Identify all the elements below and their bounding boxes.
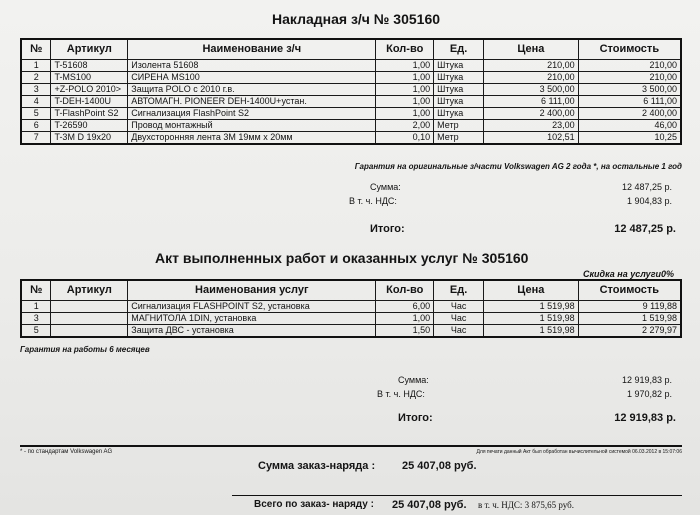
cell-article: T-3M D 19x20 (51, 132, 128, 145)
cell-name: СИРЕНА MS100 (128, 72, 376, 84)
cell-number: 2 (21, 72, 51, 84)
grand-total-value: 25 407,08 руб. (392, 499, 467, 511)
cell-qty: 6,00 (376, 301, 434, 313)
invoice-title: Накладная з/ч № 305160 (272, 11, 441, 27)
cell-article: T-FlashPoint S2 (51, 108, 128, 120)
col-article: Артикул (51, 280, 128, 301)
invoice-guarantee-note: Гарантия на оригинальные з/части Volkswagen AG 2 года *, на остальные 1 год (354, 162, 682, 171)
table-row (21, 301, 681, 313)
invoice-sum-value: 12 487,25 р. (621, 182, 672, 192)
cell-unit: Штука (434, 60, 484, 72)
col-qty: Кол-во (376, 39, 434, 60)
grand-total-vat: в т. ч. НДС: 3 875,65 руб. (478, 500, 575, 510)
col-article: Артикул (51, 39, 128, 60)
cell-price: 6 111,00 (484, 96, 579, 108)
cell-cost: 3 500,00 (578, 84, 681, 96)
table-row (21, 72, 681, 84)
cell-unit: Метр (434, 132, 484, 145)
act-discount-note: Скидка на услуги0% (582, 269, 674, 279)
order-sum-label: Сумма заказ-наряда : (258, 460, 376, 472)
col-name: Наименование з/ч (128, 39, 376, 60)
cell-price: 23,00 (484, 120, 579, 132)
cell-number: 3 (21, 313, 51, 325)
table-row (21, 96, 681, 108)
act-guarantee-note: Гарантия на работы 6 месяцев (20, 345, 150, 354)
cell-name: Защита ДВС - установка (128, 325, 376, 338)
table-row (21, 108, 681, 120)
cell-name: Защита POLO с 2010 г.в. (128, 84, 376, 96)
table-row (21, 84, 681, 96)
cell-number: 7 (21, 132, 51, 145)
invoice-total-label: Итого: (370, 223, 405, 235)
cell-price: 3 500,00 (484, 84, 579, 96)
cell-name: Изолента 51608 (128, 60, 376, 72)
cell-name: Провод монтажный (128, 120, 376, 132)
cell-qty: 1,00 (376, 72, 434, 84)
invoice-header-row (21, 39, 681, 60)
cell-qty: 1,00 (376, 84, 434, 96)
cell-article: T-MS100 (51, 72, 128, 84)
cell-price: 1 519,98 (484, 325, 579, 338)
cell-name: АВТОМАГН. PIONEER DEH-1400U+устан. (128, 96, 376, 108)
cell-number: 3 (21, 84, 51, 96)
cell-unit: Штука (434, 72, 484, 84)
cell-cost: 210,00 (578, 72, 681, 84)
col-price: Цена (484, 39, 579, 60)
cell-unit: Метр (434, 120, 484, 132)
act-sum-value: 12 919,83 р. (621, 375, 672, 385)
col-qty: Кол-во (376, 280, 434, 301)
vw-standard-note: * - по стандартам Volkswagen AG (20, 449, 113, 455)
cell-cost: 10,25 (578, 132, 681, 145)
table-row (21, 120, 681, 132)
cell-qty: 1,00 (376, 60, 434, 72)
act-title: Акт выполненных работ и оказанных услуг № 305160 (155, 250, 529, 266)
cell-unit: Час (434, 301, 484, 313)
col-service-name: Наименования услуг (128, 280, 376, 301)
cell-cost: 1 519,98 (578, 313, 681, 325)
cell-name: Сигнализация FlashPoint S2 (128, 108, 376, 120)
cell-number: 6 (21, 120, 51, 132)
table-row (21, 132, 681, 145)
act-header-row (21, 280, 681, 301)
col-unit: Ед. (434, 39, 484, 60)
cell-article (51, 325, 128, 338)
invoice-table (20, 38, 682, 145)
col-number: № (21, 39, 51, 60)
table-row (21, 313, 681, 325)
cell-cost: 6 111,00 (578, 96, 681, 108)
cell-cost: 210,00 (578, 60, 681, 72)
system-note: Для печати данный Акт был обработан вычислительной системой 06.03.2012 в 15:07:06 (476, 449, 682, 455)
cell-qty: 1,00 (376, 96, 434, 108)
cell-qty: 1,50 (376, 325, 434, 338)
col-number: № (21, 280, 51, 301)
invoice-total-value: 12 487,25 р. (614, 223, 676, 235)
cell-article: T-26590 (51, 120, 128, 132)
cell-number: 4 (21, 96, 51, 108)
act-vat-value: 1 970,82 р. (626, 389, 672, 399)
invoice-vat-value: 1 904,83 р. (626, 196, 672, 206)
act-table (20, 279, 682, 338)
table-row (21, 60, 681, 72)
footer-rule (20, 445, 682, 447)
cell-price: 210,00 (484, 72, 579, 84)
col-cost: Стоимость (578, 39, 681, 60)
invoice-vat-label: В т. ч. НДС: (349, 196, 397, 206)
cell-name: МАГНИТОЛА 1DIN, установка (128, 313, 376, 325)
cell-article: +Z-POLO 2010> (51, 84, 128, 96)
table-row (21, 325, 681, 338)
cell-name: Двухсторонняя лента 3M 19мм х 20мм (128, 132, 376, 145)
invoice-sum-label: Сумма: (370, 182, 401, 192)
cell-price: 210,00 (484, 60, 579, 72)
cell-unit: Штука (434, 84, 484, 96)
act-vat-label: В т. ч. НДС: (377, 389, 425, 399)
cell-article: T-51608 (51, 60, 128, 72)
cell-number: 5 (21, 108, 51, 120)
cell-cost: 2 279,97 (578, 325, 681, 338)
cell-unit: Штука (434, 96, 484, 108)
cell-qty: 1,00 (376, 108, 434, 120)
cell-price: 1 519,98 (484, 301, 579, 313)
cell-number: 5 (21, 325, 51, 338)
grand-total-label: Всего по заказ- наряду : (254, 499, 374, 510)
col-price: Цена (484, 280, 579, 301)
cell-price: 1 519,98 (484, 313, 579, 325)
cell-cost: 2 400,00 (578, 108, 681, 120)
cell-name: Сигнализация FLASHPOINT S2, установка (128, 301, 376, 313)
cell-article (51, 301, 128, 313)
cell-qty: 2,00 (376, 120, 434, 132)
col-unit: Ед. (434, 280, 484, 301)
cell-cost: 46,00 (578, 120, 681, 132)
cell-number: 1 (21, 301, 51, 313)
cell-qty: 1,00 (376, 313, 434, 325)
act-sum-label: Сумма: (398, 375, 429, 385)
cell-article (51, 313, 128, 325)
cell-article: T-DEH-1400U (51, 96, 128, 108)
cell-unit: Час (434, 325, 484, 338)
cell-unit: Штука (434, 108, 484, 120)
order-sum-value: 25 407,08 руб. (402, 460, 477, 472)
cell-number: 1 (21, 60, 51, 72)
cell-price: 2 400,00 (484, 108, 579, 120)
cell-price: 102,51 (484, 132, 579, 145)
act-total-value: 12 919,83 р. (614, 412, 676, 424)
grand-total-rule (232, 495, 682, 496)
cell-cost: 9 119,88 (578, 301, 681, 313)
cell-unit: Час (434, 313, 484, 325)
cell-qty: 0,10 (376, 132, 434, 145)
col-cost: Стоимость (578, 280, 681, 301)
act-total-label: Итого: (398, 412, 433, 424)
